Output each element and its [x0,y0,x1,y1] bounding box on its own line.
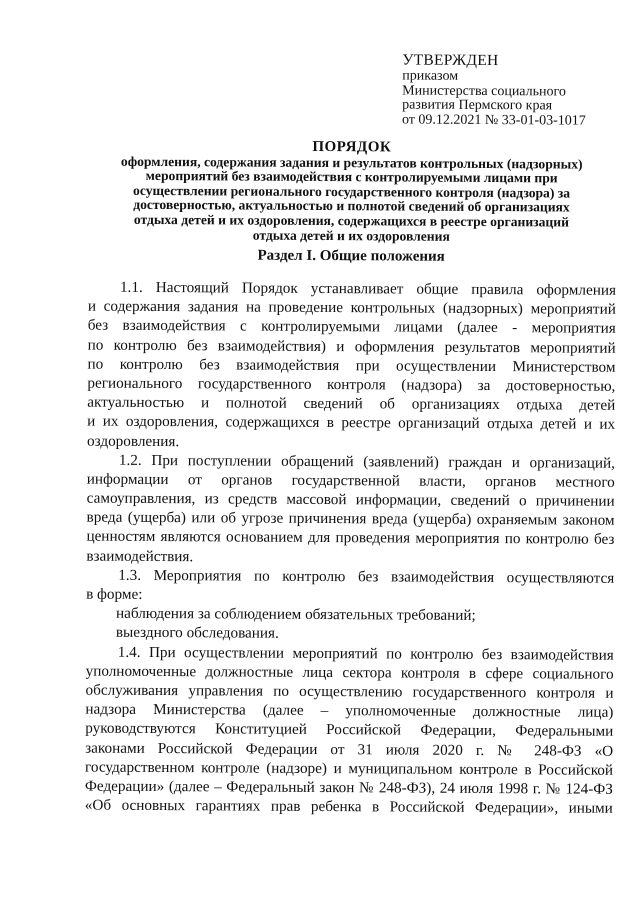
approval-stamp [402,52,632,128]
paragraph-line: и их оздоровления, содержащихся в реестре организаций отдыха детей и их [87,412,616,434]
approval-line: приказом [402,68,459,84]
paragraph-line: взаимодействия. [86,547,194,565]
approval-line: от 09.12.2021 № 33-01-03-1017 [401,111,586,129]
title-line: отдыха детей и их оздоровления [252,227,450,244]
paragraph-line: самоуправления, из средств массовой информации, сведений о причинении [86,489,615,510]
title-line: мероприятий без взаимодействия с контролируемыми лицами при [145,168,558,186]
approval-line: Министерства социального [402,82,566,99]
paragraph-line: руководствуются Конституцией Российской Федерации, Федеральными [85,719,614,741]
paragraph-line: и содержания задания на проведение контрольных (надзорных) мероприятий [87,297,616,318]
list-item: выездного обследования. [115,624,279,643]
section-heading: Раздел I. Общие положения [257,247,445,265]
paragraph-line: обслуживания управления по осуществлению государственного контроля и [85,681,614,702]
title-line: достоверностью, актуальностью и полнотой сведений об организациях [133,197,570,215]
paragraph-line: по контролю без взаимодействия при осуществлении Министерством [87,355,616,376]
paragraph-line: уполномоченные должностные лица сектора контроля в сфере социального [85,662,614,683]
document-body [85,278,616,818]
approval-heading: УТВЕРЖДЕН [402,51,499,70]
paragraph-line: информации от органов государственной власти, органов местного [86,470,615,491]
paragraph-line: вреда (ущерба) или об угрозе причинения вреда (ущерба) охраняемым законом [86,508,615,530]
paragraph-line: ценностям являются основанием для проведения мероприятия по контролю без [86,528,615,549]
document-title [81,139,622,245]
paragraph-line: по контролю без взаимодействия) и оформления результатов мероприятий [87,336,616,357]
paragraph-line: в форме: [86,585,143,603]
paragraph-line: надзора Министерства (далее – уполномоченные должностные лица) [85,700,614,721]
paragraph-line: 1.1. Настоящий Порядок устанавливает общие правила оформления [119,278,617,299]
paragraph-line: оздоровления. [87,432,180,450]
title-line: осуществлении регионального государственного контроля (надзора) за [133,182,571,201]
paragraph-line: законами Российской Федерации от 31 июля 2020 г. № 248-ФЗ «О [85,739,614,760]
paragraph-line: Федерации» (далее – Федеральный закон № 248-ФЗ), 24 июля 1998 г. № 124-ФЗ [84,777,613,798]
title-main: ПОРЯДОК [312,138,392,156]
title-line: отдыха детей и их оздоровления, содержащихся в реестре организаций [133,211,569,230]
title-line: оформления, содержания задания и результатов контрольных (надзорных) [120,153,583,172]
paragraph-line: актуальностью и полнотой сведений об организациях отдыха детей [87,393,616,414]
paragraph-line: 1.4. При осуществлении мероприятий по контролю без взаимодействия [117,643,614,664]
paragraph-line: 1.2. При поступлении обращений (заявлений) граждан и организаций, [118,451,615,472]
paragraph-line: без взаимодействия с контролируемыми лицами (далее - мероприятия [87,316,616,338]
list-item: наблюдения за соблюдением обязательных требований; [115,604,476,625]
paragraph-line: регионального государственного контроля (надзора) за достоверностью, [87,374,616,395]
paragraph-line: государственном контроле (надзоре) и муниципальном контроле в Российской [85,758,614,779]
paragraph-line: 1.3. Мероприятия по контролю без взаимодействия осуществляются [118,566,615,587]
paragraph-line: «Об основных гарантиях прав ребенка в Российской Федерации», иными [84,796,613,817]
approval-line: развития Пермского края [402,97,553,114]
